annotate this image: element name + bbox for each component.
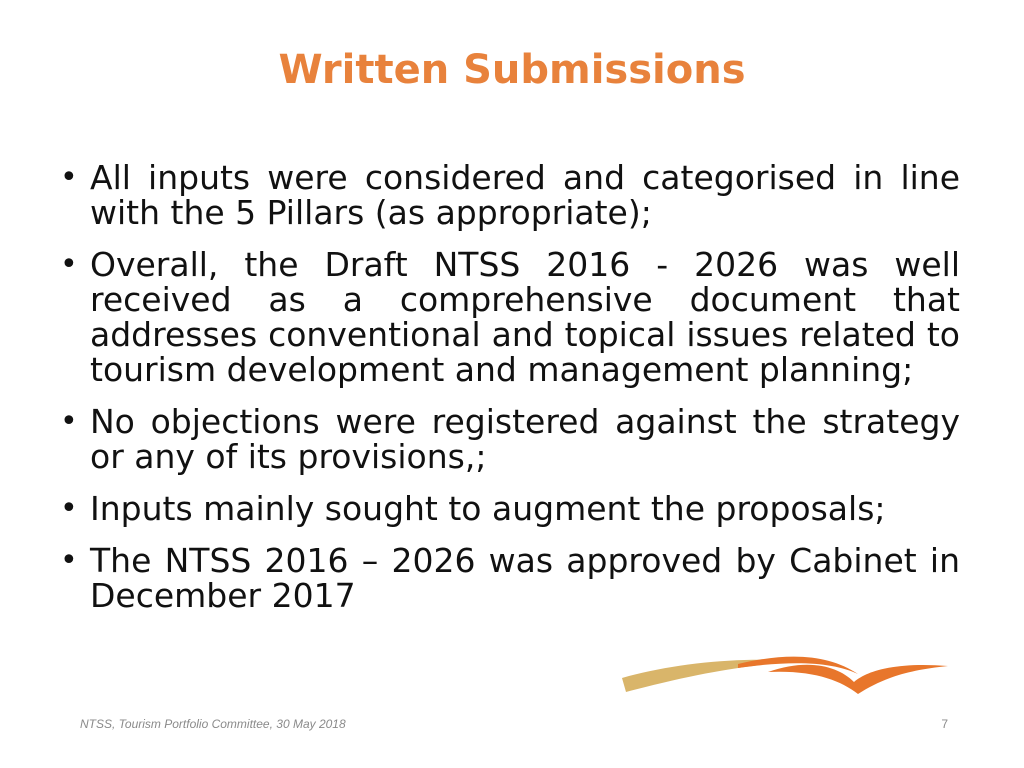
bullet-list — [60, 160, 960, 630]
bullet-item: • Inputs mainly sought to augment the proposals; — [60, 491, 960, 526]
logo-swoosh-icon — [618, 648, 953, 700]
slide-title: Written Submissions — [278, 47, 746, 93]
bullet-item: • The NTSS 2016 – 2026 was approved by Cabinet in December 2017 — [60, 543, 960, 613]
swoosh-gold-stroke — [622, 660, 808, 692]
footer-text: NTSS, Tourism Portfolio Committee, 30 May 2018 — [80, 717, 346, 731]
bullet-item: • Overall, the Draft NTSS 2016 - 2026 was well received as a comprehensive document that addresses conventional and topical issues related to tourism development and management planning; — [60, 247, 960, 387]
page-number: 7 — [941, 717, 948, 731]
bullet-item: • No objections were registered against the strategy or any of its provisions,; — [60, 404, 960, 474]
bullet-item: • All inputs were considered and categorised in line with the 5 Pillars (as appropriate); — [60, 160, 960, 230]
swoosh-orange-wave — [768, 665, 948, 694]
